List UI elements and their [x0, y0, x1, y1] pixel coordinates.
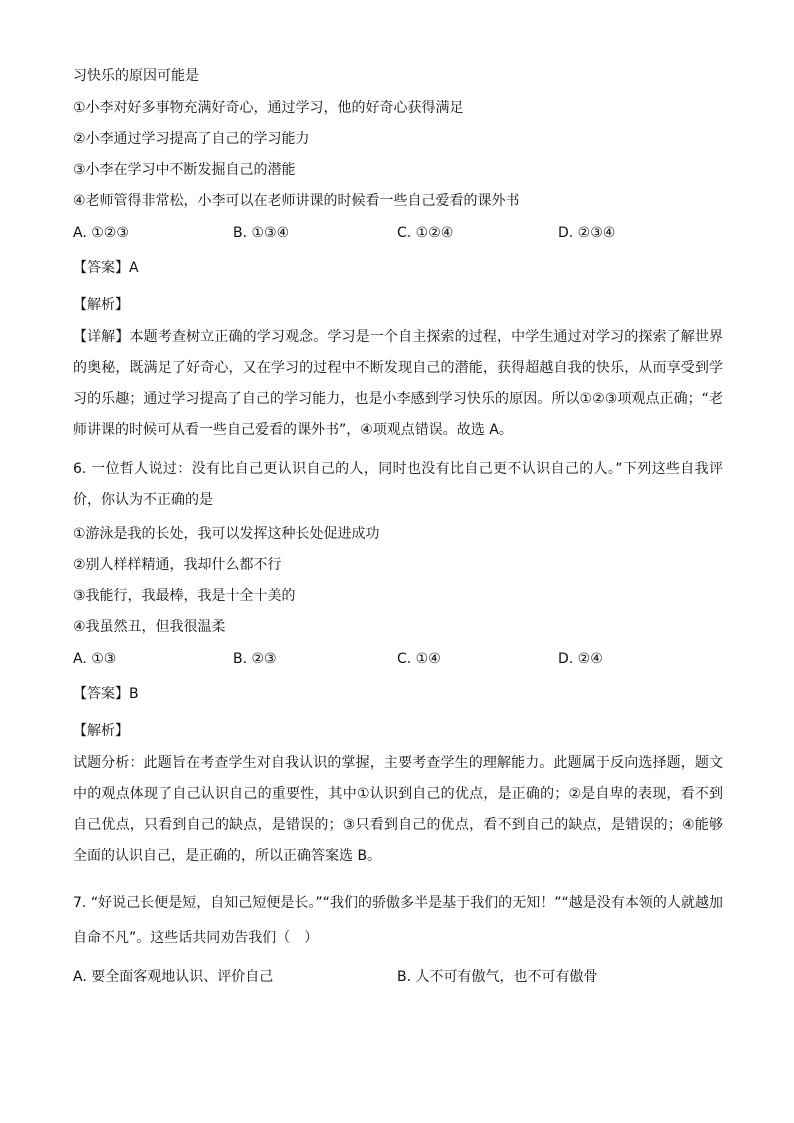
answer-value: B: [129, 686, 139, 702]
q5-option-c: C. ①②④: [397, 225, 454, 241]
q5-stem-tail: 习快乐的原因可能是: [73, 68, 199, 84]
q5-answer: [73, 258, 139, 278]
q5-statement-4: ④老师管得非常松，小李可以在老师讲课的时候看一些自己爱看的课外书: [73, 193, 520, 209]
q5-statement-2: ②小李通过学习提高了自己的学习能力: [73, 131, 310, 147]
q7-option-b: B. 人不可有傲气，也不可有傲骨: [397, 969, 598, 985]
q6-statement-4: ④我虽然丑，但我很温柔: [73, 619, 226, 635]
answer-label: 【答案】: [73, 260, 129, 276]
q5-option-d: D. ②③④: [558, 225, 616, 241]
q6-statement-1: ①游泳是我的长处，我可以发挥这种长处促进成功: [73, 526, 380, 542]
q5-option-a: A. ①②③: [73, 225, 129, 241]
q6-statement-3: ③我能行，我最棒，我是十全十美的: [73, 588, 296, 604]
q5-option-b: B. ①③④: [233, 225, 290, 241]
q5-detail: [73, 322, 723, 446]
q7-stem: 7. “好说己长便是短，自知己短便是长。”“我们的骄傲多半是基于我们的无知！”“越是没有本领的人就越加自命不凡”。这些话共同劝告我们（ ）: [73, 895, 723, 946]
q5-statement-3: ③小李在学习中不断发掘自己的潜能: [73, 162, 296, 178]
q6-statement-2: ②别人样样精通，我却什么都不行: [73, 557, 282, 573]
q5-statement-1: ①小李对好多事物充满好奇心，通过学习，他的好奇心获得满足: [73, 100, 464, 116]
detail-text: 本题考查树立正确的学习观念。学习是一个自主探索的过程，中学生通过对学习的探索了解世界的奥秘，既满足了好奇心，又在学习的过程中不断发现自己的潜能，获得超越自我的快乐，从而享受到学习的乐趣；通过学习提高了自己的学习能力，也是小李感到学习快乐的原因。所以①②③项观点正确；“老师讲课的时候可从看一些自己爱看的课外书”，④项观点错误。故选 A。: [73, 329, 724, 438]
answer-label: 【答案】: [73, 686, 129, 702]
q6-option-a: A. ①③: [73, 651, 117, 667]
q5-analysis-label: 【解析】: [73, 297, 129, 313]
q6-option-b: B. ②③: [233, 651, 277, 667]
q6-option-d: D. ②④: [558, 651, 603, 667]
q6-answer: [73, 684, 139, 704]
q7-option-a: A. 要全面客观地认识、评价自己: [73, 969, 274, 985]
detail-label: 【详解】: [73, 329, 130, 345]
q6-analysis: 试题分析：此题旨在考查学生对自我认识的掌握，主要考查学生的理解能力。此题属于反向选择题，题文中的观点体现了自己认识自己的重要性，其中①认识到自己的优点，是正确的；②是自卑的表现，看不到自己优点，只看到自己的缺点，是错误的；③只看到自己的优点，看不到自己的缺点，是错误的；④能够全面的认识自己，是正确的，所以正确答案选 B。: [73, 755, 723, 864]
q6-analysis-label: 【解析】: [73, 723, 129, 739]
q6-stem: 6. 一位哲人说过：没有比自己更认识自己的人，同时也没有比自己更不认识自己的人。”下列这些自我评价，你认为不正确的是: [73, 461, 723, 508]
q6-option-c: C. ①④: [397, 651, 441, 667]
answer-value: A: [129, 260, 139, 276]
